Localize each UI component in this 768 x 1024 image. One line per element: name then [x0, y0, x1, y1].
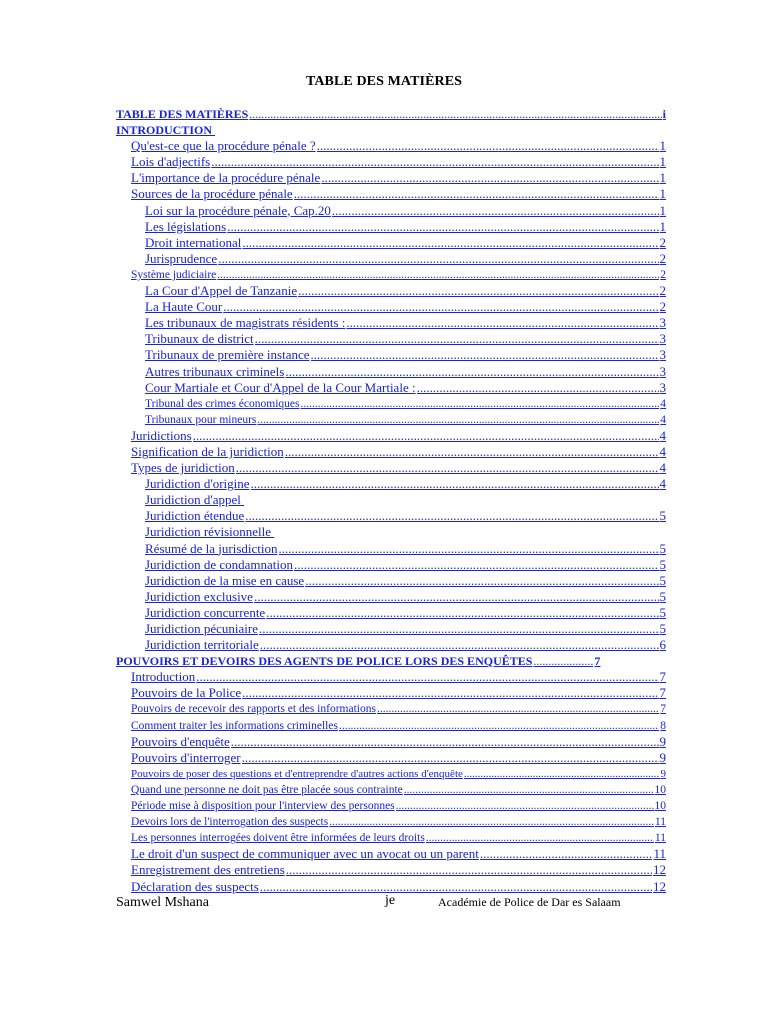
toc-entry[interactable] [116, 846, 666, 862]
toc-dot-leader [533, 653, 593, 669]
toc-entry[interactable] [116, 541, 666, 557]
toc-entry-page: 6 [659, 637, 666, 653]
toc-entry-label: Pouvoirs d'interroger [131, 749, 241, 765]
toc-entry[interactable] [116, 653, 666, 669]
toc-entry-label: Pouvoirs de la Police [131, 685, 242, 701]
toc-entry-page: 7 [594, 654, 601, 669]
toc-dot-leader [339, 718, 659, 734]
toc-entry-page: 3 [659, 315, 666, 331]
toc-entry[interactable] [116, 718, 666, 734]
toc-entry-label: Qu'est-ce que la procédure pénale ? [131, 138, 316, 154]
toc-entry-page: 12 [653, 862, 666, 878]
page-title: TABLE DES MATIÈRES [305, 74, 463, 89]
toc-entry-page: 11 [653, 846, 666, 862]
toc-entry-label: Juridiction de condamnation [145, 556, 294, 572]
toc-entry-page: 10 [654, 800, 666, 813]
toc-entry-page: 3 [659, 331, 666, 347]
toc-entry[interactable] [116, 396, 666, 412]
toc-dot-leader [260, 637, 659, 653]
toc-entry-page: 3 [659, 347, 666, 363]
toc-entry-page: 11 [654, 832, 666, 845]
toc-dot-leader [298, 283, 658, 299]
toc-entry-label: Système judiciaire [131, 268, 217, 281]
toc-dot-leader [300, 396, 659, 412]
toc-entry[interactable] [116, 138, 666, 154]
toc-entry[interactable] [116, 782, 666, 798]
toc-dot-leader [259, 621, 659, 637]
toc-entry[interactable] [116, 621, 666, 637]
toc-dot-leader [211, 154, 658, 170]
toc-entry-label: Cour Martiale et Cour d'Appel de la Cour Martiale : [145, 379, 416, 395]
toc-dot-leader [242, 750, 659, 766]
toc-entry[interactable] [116, 219, 666, 235]
table-of-contents [116, 106, 666, 895]
toc-entry[interactable] [116, 299, 666, 315]
toc-entry-page: 5 [659, 604, 666, 620]
toc-entry-label: Pouvoirs de recevoir des rapports et des informations [131, 703, 376, 716]
toc-entry[interactable] [116, 734, 666, 750]
toc-entry-label: Enregistrement des entretiens [131, 862, 285, 878]
toc-dot-leader [249, 106, 661, 122]
toc-entry[interactable] [116, 331, 666, 347]
toc-entry-page: 4 [660, 413, 666, 426]
toc-entry-label: Juridiction de la mise en cause [145, 572, 305, 588]
toc-entry[interactable] [116, 669, 666, 685]
toc-entry[interactable] [116, 412, 666, 428]
toc-entry-page: 2 [660, 268, 666, 281]
toc-entry-label: Signification de la juridiction [131, 443, 284, 459]
toc-entry[interactable] [116, 267, 666, 283]
toc-dot-leader [286, 862, 652, 878]
toc-entry-page: 3 [659, 363, 666, 379]
toc-entry[interactable] [116, 122, 666, 138]
toc-dot-leader [321, 170, 658, 186]
toc-dot-leader [279, 541, 659, 557]
toc-dot-leader [260, 879, 652, 895]
toc-entry[interactable] [116, 315, 666, 331]
toc-entry-label: Sources de la procédure pénale [131, 186, 293, 202]
toc-entry[interactable] [116, 476, 666, 492]
toc-entry-page: 1 [659, 218, 666, 234]
toc-entry[interactable] [116, 508, 666, 524]
toc-entry-page: 1 [659, 170, 666, 186]
toc-entry[interactable] [116, 428, 666, 444]
toc-entry-label: Devoirs lors de l'interrogation des suspects [131, 816, 329, 829]
toc-entry[interactable] [116, 701, 666, 717]
toc-entry-page: 3 [659, 379, 666, 395]
toc-dot-leader [218, 251, 658, 267]
toc-dot-leader [317, 138, 659, 154]
toc-dot-leader [294, 186, 659, 202]
toc-dot-leader [426, 830, 654, 846]
toc-entry-page: 5 [659, 572, 666, 588]
toc-dot-leader [236, 460, 659, 476]
footer-author: Samwel Mshana [116, 895, 209, 910]
toc-entry-page: 4 [659, 476, 666, 492]
toc-entry[interactable] [116, 380, 666, 396]
toc-entry[interactable] [116, 444, 666, 460]
toc-entry-page: 9 [659, 733, 666, 749]
toc-entry[interactable] [116, 798, 666, 814]
toc-dot-leader [346, 315, 658, 331]
toc-entry-label: Comment traiter les informations criminelles [131, 719, 338, 732]
toc-entry[interactable] [116, 186, 666, 202]
toc-entry-label: Juridictions [131, 427, 192, 443]
toc-dot-leader [285, 364, 658, 380]
toc-dot-leader [193, 428, 659, 444]
toc-entry[interactable] [116, 557, 666, 573]
toc-entry[interactable] [116, 589, 666, 605]
toc-entry-label: Déclaration des suspects [131, 878, 259, 894]
toc-entry-page: 5 [659, 621, 666, 636]
toc-entry-label: Lois d'adjectifs [131, 154, 211, 170]
toc-dot-leader [231, 734, 659, 750]
toc-dot-leader [480, 846, 653, 862]
toc-dot-leader [396, 798, 654, 814]
toc-entry[interactable] [116, 637, 666, 653]
toc-entry-label: Juridiction exclusive [145, 588, 253, 604]
toc-entry[interactable] [116, 750, 666, 766]
toc-entry-page: 2 [659, 283, 666, 299]
toc-entry-label: Tribunaux de district [145, 331, 254, 347]
toc-entry-page: 4 [659, 460, 666, 476]
footer-institution: Académie de Police de Dar es Salaam [438, 895, 621, 909]
toc-entry[interactable] [116, 862, 666, 878]
toc-entry-label: TABLE DES MATIÈRES [116, 107, 249, 121]
toc-entry[interactable] [116, 170, 666, 186]
toc-entry[interactable] [116, 283, 666, 299]
toc-entry[interactable] [116, 251, 666, 267]
toc-dot-leader [245, 508, 658, 524]
toc-dot-leader [404, 782, 654, 798]
toc-entry-label: Tribunaux pour mineurs [145, 413, 257, 426]
toc-entry-label: La Haute Cour [145, 299, 223, 315]
toc-dot-leader [242, 685, 658, 701]
toc-dot-leader [329, 814, 654, 830]
toc-dot-leader [305, 573, 658, 589]
toc-entry[interactable] [116, 814, 666, 830]
toc-dot-leader [285, 444, 659, 460]
toc-entry-page: 7 [659, 669, 666, 685]
toc-entry-label: Les législations [145, 218, 227, 234]
toc-entry-page: 7 [660, 703, 666, 716]
toc-entry-label: Tribunal des crimes économiques [145, 397, 300, 410]
toc-entry-label: Juridiction révisionnelle [145, 524, 272, 540]
toc-entry-page: 1 [659, 154, 666, 170]
toc-entry-label: Quand une personne ne doit pas être placée sous contrainte [131, 783, 403, 796]
toc-entry-page: 5 [659, 588, 666, 604]
toc-entry-page: 12 [653, 878, 666, 894]
toc-dot-leader [311, 347, 659, 363]
toc-entry[interactable] [116, 492, 666, 508]
toc-entry-label: INTRODUCTION [116, 123, 213, 138]
toc-entry-page: 10 [654, 783, 666, 796]
toc-dot-leader [294, 557, 658, 573]
toc-dot-leader [254, 589, 659, 605]
toc-entry-page: 4 [660, 397, 666, 410]
toc-entry[interactable] [116, 605, 666, 621]
toc-entry[interactable] [116, 235, 666, 251]
toc-entry-label: Le droit d'un suspect de communiquer avec un avocat ou un parent [131, 846, 479, 862]
toc-entry[interactable] [116, 766, 666, 782]
toc-entry[interactable] [116, 347, 666, 363]
toc-dot-leader [257, 412, 659, 428]
toc-entry[interactable] [116, 106, 666, 122]
toc-entry-label: Types de juridiction [131, 460, 235, 476]
toc-entry-label: Juridiction territoriale [145, 637, 259, 653]
toc-entry-label: Pouvoirs d'enquête [131, 733, 230, 749]
toc-entry-label: Tribunaux de première instance [145, 347, 310, 363]
toc-dot-leader [417, 380, 659, 396]
toc-dot-leader [196, 669, 658, 685]
toc-entry[interactable] [116, 364, 666, 380]
toc-entry[interactable] [116, 524, 666, 540]
toc-entry-page: 9 [659, 749, 666, 765]
toc-entry-page: 7 [659, 685, 666, 701]
toc-entry-page: 5 [659, 540, 666, 556]
toc-entry-label: Autres tribunaux criminels [145, 363, 285, 379]
toc-entry[interactable] [116, 154, 666, 170]
toc-entry-page: 1 [659, 186, 666, 202]
toc-entry-label: Juridiction d'appel [145, 492, 241, 508]
toc-entry-page: 9 [660, 767, 666, 780]
toc-entry-page: 2 [659, 234, 666, 250]
toc-entry-label: Loi sur la procédure pénale, Cap.20 [145, 202, 331, 218]
toc-dot-leader [242, 235, 658, 251]
toc-entry-label: Résumé de la jurisdiction [145, 540, 278, 556]
toc-entry-label: POUVOIRS ET DEVOIRS DES AGENTS DE POLICE LORS DES ENQUÊTES [116, 654, 533, 669]
toc-entry-label: Droit international [145, 234, 242, 250]
toc-dot-leader [332, 203, 659, 219]
toc-entry-page: 2 [659, 250, 666, 266]
toc-entry-label: Juridiction étendue [145, 508, 245, 524]
toc-dot-leader [266, 605, 658, 621]
toc-entry-label: Juridiction concurrente [145, 604, 266, 620]
toc-entry-label: Jurisprudence [145, 250, 218, 266]
toc-entry-label: Introduction [131, 669, 196, 685]
toc-entry-label: Les tribunaux de magistrats résidents : [145, 315, 346, 331]
toc-entry-page: 5 [659, 556, 666, 572]
toc-dot-leader [377, 701, 659, 717]
toc-entry[interactable] [116, 685, 666, 701]
toc-entry-page: 2 [659, 299, 666, 315]
toc-entry[interactable] [116, 460, 666, 476]
toc-dot-leader [227, 219, 658, 235]
toc-entry-page: 8 [660, 719, 666, 732]
toc-entry-page: 4 [659, 427, 666, 443]
toc-dot-leader [464, 766, 660, 782]
toc-entry-label: Juridiction pécuniaire [145, 621, 258, 636]
toc-entry-label: Pouvoirs de poser des questions et d'entreprendre d'autres actions d'enquête [131, 767, 463, 780]
toc-entry-page: 11 [654, 816, 666, 829]
toc-entry-label: La Cour d'Appel de Tanzanie [145, 283, 298, 299]
toc-entry-page: 1 [659, 138, 666, 154]
toc-entry-page: 4 [659, 443, 666, 459]
toc-entry[interactable] [116, 573, 666, 589]
toc-entry-label: Période mise à disposition pour l'interview des personnes [131, 800, 395, 813]
footer-page-number: je [385, 893, 396, 908]
toc-entry[interactable] [116, 203, 666, 219]
toc-dot-leader [223, 299, 658, 315]
toc-dot-leader [255, 331, 659, 347]
toc-entry-page: 1 [659, 202, 666, 218]
toc-entry-label: Les personnes interrogées doivent être informées de leurs droits [131, 832, 425, 845]
toc-entry[interactable] [116, 830, 666, 846]
toc-entry-page: i [662, 107, 666, 121]
toc-entry-label: L'importance de la procédure pénale [131, 170, 321, 186]
toc-dot-leader [217, 267, 659, 283]
toc-entry-label: Juridiction d'origine [145, 476, 250, 492]
toc-dot-leader [251, 476, 659, 492]
toc-entry-page: 5 [659, 508, 666, 524]
